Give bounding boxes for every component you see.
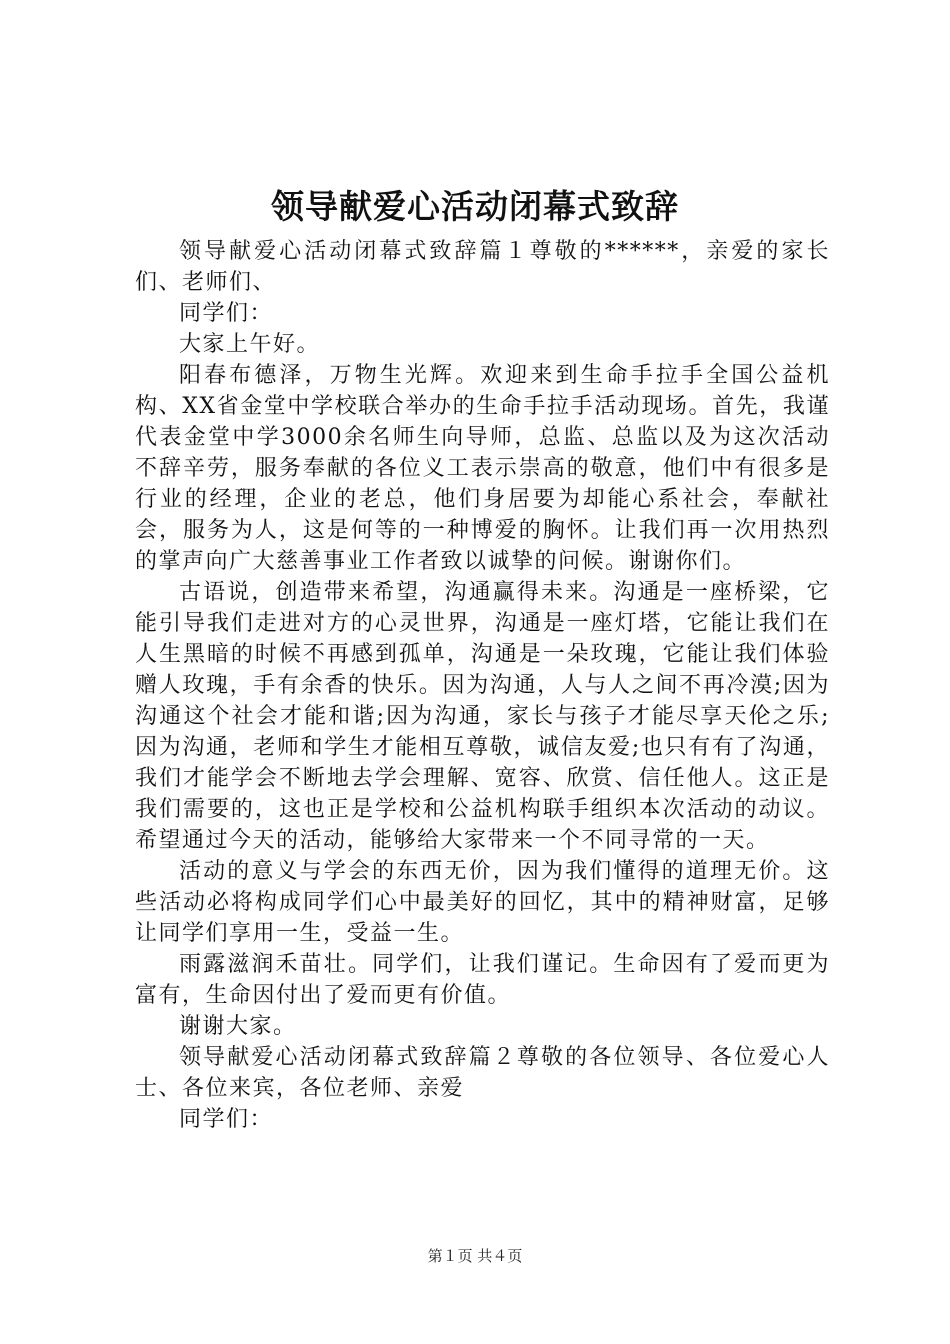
paragraph: 同学们： <box>179 301 274 326</box>
paragraph: 大家上午好。 <box>179 332 321 357</box>
paragraph: 活动的意义与学会的东西无价，因为我们懂得的道理无价。这些活动必将构成同学们心中最美好的回忆，其中的精神财富，足够让同学们享用一生，受益一生。 <box>135 859 830 946</box>
paragraph: 阳春布德泽，万物生光辉。欢迎来到生命手拉手全国公益机构、XX省金堂中学校联合举办的生命手拉手活动现场。首先，我谨代表金堂中学3000余名师生向导师，总监、总监以及为这次活动不辞辛劳，服务奉献的各位义工表示崇高的敬意，他们中有很多是行业的经理，企业的老总，他们身居要为却能心系社会，奉献社会，服务为人，这是何等的一种博爱的胸怀。让我们再一次用热烈的掌声向广大慈善事业工作者致以诚挚的问候。谢谢你们。 <box>135 363 830 574</box>
paragraph: 领导献爱心活动闭幕式致辞篇２尊敬的各位领导、各位爱心人士、各位来宾，各位老师、亲爱 <box>135 1045 830 1101</box>
paragraph: 同学们： <box>179 1107 274 1132</box>
document-body <box>135 236 830 1135</box>
paragraph: 古语说，创造带来希望，沟通赢得未来。沟通是一座桥梁，它能引导我们走进对方的心灵世界，沟通是一座灯塔，它能让我们在人生黑暗的时候不再感到孤单，沟通是一朵玫瑰，它能让我们体验赠人玫瑰，手有余香的快乐。因为沟通，人与人之间不再冷漠;因为沟通这个社会才能和谐;因为沟通，家长与孩子才能尽享天伦之乐;因为沟通，老师和学生才能相互尊敬，诚信友爱;也只有有了沟通，我们才能学会不断地去学会理解、宽容、欣赏、信任他人。这正是我们需要的，这也正是学校和公益机构联手组织本次活动的动议。希望通过今天的活动，能够给大家带来一个不同寻常的一天。 <box>135 580 830 853</box>
paragraph: 谢谢大家。 <box>179 1014 297 1039</box>
page-number-footer: 第１页 共４页 <box>427 1247 523 1265</box>
paragraph: 雨露滋润禾苗壮。同学们，让我们谨记。生命因有了爱而更为富有，生命因付出了爱而更有价值。 <box>135 952 830 1008</box>
document-title: 领导献爱心活动闭幕式致辞 <box>271 187 679 226</box>
paragraph: 领导献爱心活动闭幕式致辞篇１尊敬的******，亲爱的家长们、老师们、 <box>135 239 830 295</box>
